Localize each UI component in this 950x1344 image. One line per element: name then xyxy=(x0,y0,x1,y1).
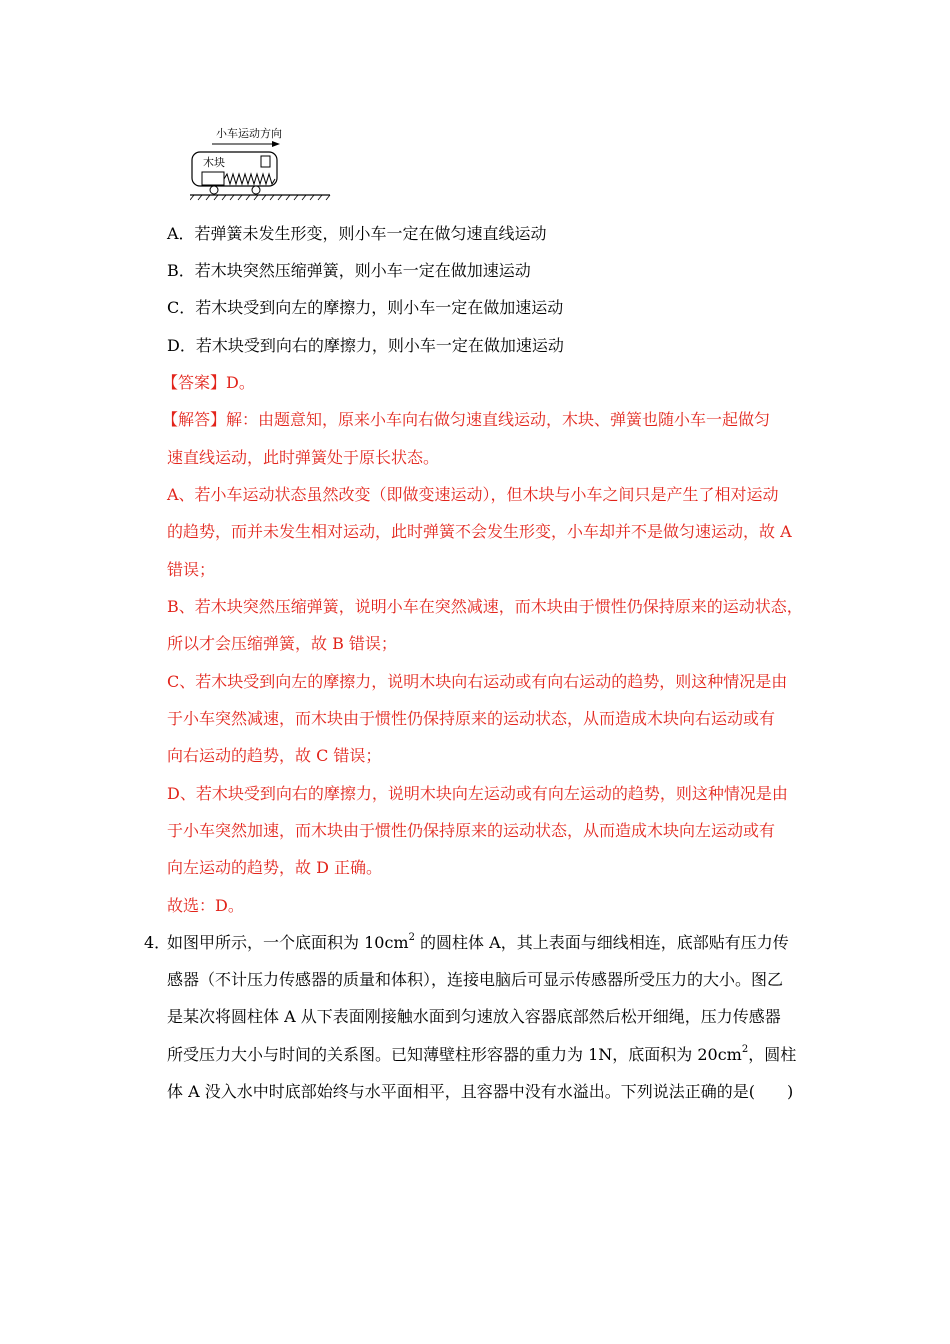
solution-line-7: 所以才会压缩弹簧，故 B 错误； xyxy=(167,634,397,653)
solution-line-10: 向右运动的趋势，故 C 错误； xyxy=(167,746,382,765)
option-b: B．若木块突然压缩弹簧，则小车一定在做加速运动 xyxy=(167,261,531,280)
q4-line4-part-b: ，圆柱 xyxy=(748,1045,797,1064)
option-d: D．若木块受到向右的摩擦力，则小车一定在做加速运动 xyxy=(167,336,564,355)
solution-line-11: D、若木块受到向右的摩擦力，说明木块向左运动或有向左运动的趋势，则这种情况是由 xyxy=(167,784,788,803)
right-wheel xyxy=(252,186,260,194)
solution-line-5: 错误； xyxy=(167,560,216,579)
solution-line-8: C、若木块受到向左的摩擦力，说明木块向右运动或有向右运动的趋势，则这种情况是由 xyxy=(167,672,788,691)
question-4-line-4 xyxy=(167,1045,796,1065)
solution-line-9: 于小车突然减速，而木块由于惯性仍保持原来的运动状态，从而造成木块向右运动或有 xyxy=(167,709,776,728)
option-c: C．若木块受到向左的摩擦力，则小车一定在做加速运动 xyxy=(167,298,564,317)
solution-line-13: 向左运动的趋势，故 D 正确。 xyxy=(167,858,383,877)
question-4-line-3: 是某次将圆柱体 A 从下表面刚接触水面到匀速放入容器底部然后松开细绳，压力传感器 xyxy=(167,1007,781,1026)
solution-line-3: A、若小车运动状态虽然改变（即做变速运动），但木块与小车之间只是产生了相对运动 xyxy=(167,485,779,504)
question-4-number: 4． xyxy=(144,933,171,952)
solution-line-12: 于小车突然加速，而木块由于惯性仍保持原来的运动状态，从而造成木块向左运动或有 xyxy=(167,821,776,840)
solution-line-4: 的趋势，而并未发生相对运动，此时弹簧不会发生形变，小车却并不是做匀速运动，故 A xyxy=(167,522,792,541)
solution-line-14: 故选：D。 xyxy=(167,896,244,915)
cart-window xyxy=(261,156,270,167)
q4-line1-part-a: 如图甲所示，一个底面积为 10cm xyxy=(167,933,409,952)
left-wheel xyxy=(210,186,218,194)
question-4-line-2: 感器（不计压力传感器的质量和体积），连接电脑后可显示传感器所受压力的大小。图乙 xyxy=(167,970,784,989)
solution-line-2: 速直线运动，此时弹簧处于原长状态。 xyxy=(167,448,440,467)
cart-diagram xyxy=(190,125,340,201)
option-a: A．若弹簧未发生形变，则小车一定在做匀速直线运动 xyxy=(167,224,547,243)
direction-label: 小车运动方向 xyxy=(216,127,282,140)
answer-line: 【答案】D。 xyxy=(162,373,255,392)
q4-line4-superscript: 2 xyxy=(741,1043,749,1055)
cart-figure xyxy=(190,125,340,201)
wood-block xyxy=(202,172,224,185)
solution-line-6: B、若木块突然压缩弹簧，说明小车在突然减速，而木块由于惯性仍保持原来的运动状态， xyxy=(167,597,803,616)
question-4-line-1 xyxy=(167,933,789,953)
q4-line1-superscript: 2 xyxy=(408,931,415,943)
solution-line-1: 【解答】解：由题意知，原来小车向右做匀速直线运动，木块、弹簧也随小车一起做匀 xyxy=(162,410,771,429)
spring xyxy=(224,174,275,184)
direction-arrow-head xyxy=(272,141,280,147)
question-4-line-5: 体 A 没入水中时底部始终与水平面相平，且容器中没有水溢出。下列说法正确的是( ) xyxy=(167,1082,794,1101)
block-label: 木块 xyxy=(203,156,225,169)
ground-hatching xyxy=(190,195,330,200)
q4-line1-part-b: 的圆柱体 A，其上表面与细线相连，底部贴有压力传 xyxy=(414,933,789,952)
q4-line4-part-a: 所受压力大小与时间的关系图。已知薄壁柱形容器的重力为 1N，底面积为 20cm xyxy=(167,1045,742,1064)
